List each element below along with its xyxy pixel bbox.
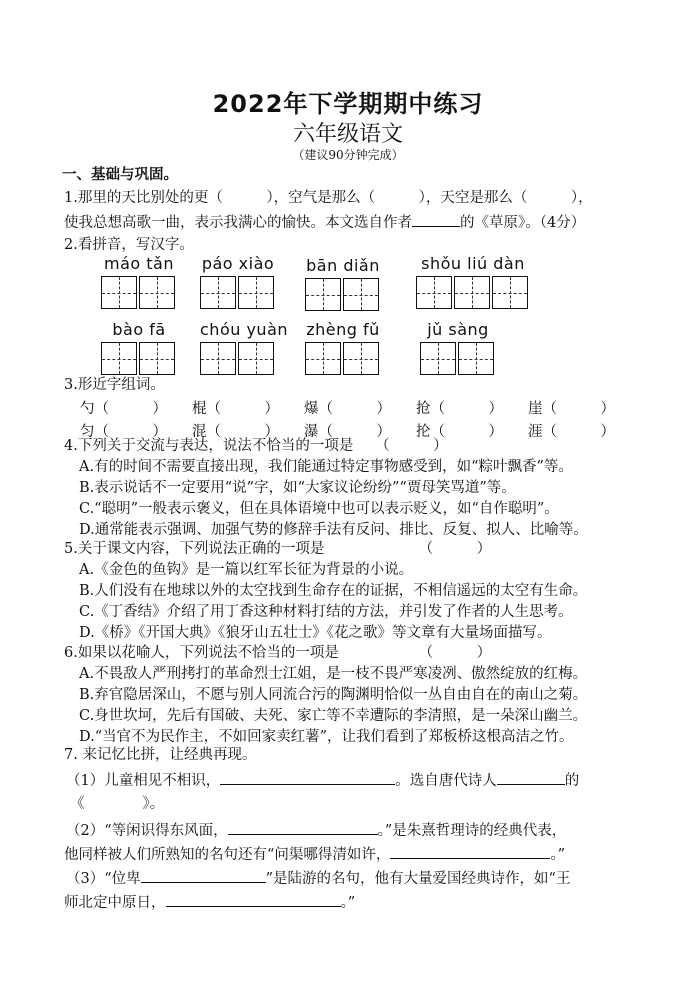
pinyin-item: [200, 320, 288, 375]
tianzige-box[interactable]: [416, 276, 452, 309]
tianzige-box[interactable]: [238, 342, 274, 375]
q4-option-b[interactable]: B.表示说话不一定要用“说”字，如“大家议论纷纷”“贾母笑骂道”等。: [79, 480, 516, 496]
q5-option-a[interactable]: A.《金色的鱼钩》是一篇以红军长征为背景的小说。: [79, 562, 414, 578]
q1-text-b: 的《草原》。（4分）: [460, 215, 586, 231]
q3-item[interactable]: 抢（ ）: [416, 401, 503, 417]
q7-part-2: [66, 820, 566, 841]
tianzige-box[interactable]: [139, 342, 175, 375]
q7-p3-blank[interactable]: [141, 868, 266, 883]
time-note: （建议90分钟完成）: [292, 148, 404, 162]
pinyin-item: [305, 256, 381, 311]
pinyin-item: [101, 320, 177, 375]
pinyin-text: shǒu liú dàn: [421, 254, 525, 273]
q6-option-b[interactable]: B.弃官隐居深山，不愿与别人同流合污的陶渊明恰似一丛自由自在的南山之菊。: [79, 687, 588, 703]
tianzige-box[interactable]: [200, 342, 236, 375]
tianzige-box[interactable]: [101, 342, 137, 375]
q7-part-3: [66, 868, 570, 889]
q3-item[interactable]: 崖（ ）: [528, 401, 615, 417]
q7-p3-blank-2[interactable]: [166, 892, 341, 907]
q6-option-c[interactable]: C.身世坎坷，先后有国破、夫死、家亡等不幸遭际的李清照，是一朵深山幽兰。: [79, 708, 588, 724]
q7-part-2b: [64, 844, 565, 865]
tianzige-box[interactable]: [101, 276, 137, 309]
q7-stem: 7. 来记忆比拼，让经典再现。: [64, 747, 257, 763]
q3-row-1: [80, 397, 640, 418]
q4-option-c[interactable]: C.“聪明”一般表示褒义，但在具体语境中也可以表示贬义，如“自作聪明”。: [79, 501, 559, 517]
q7-p2-text: 他同样被人们所熟知的名句还有“问渠哪得清如许，: [64, 847, 391, 863]
q7-p3-text: ”是陆游的名句，他有大量爱国经典诗作，如“王: [265, 871, 571, 887]
q5-option-d[interactable]: D.《桥》《开国大典》《狼牙山五壮士》《花之歌》等文章有大量场面描写。: [79, 625, 552, 641]
q5-option-b[interactable]: B.人们没有在地球以外的太空找到生命存在的证据，不相信遥远的太空有生命。: [79, 583, 588, 599]
q1-author-blank[interactable]: [412, 212, 460, 227]
q7-p1-text: 的: [564, 773, 580, 789]
tianzige-box[interactable]: [420, 342, 456, 375]
page-title: 2022年下学期期中练习: [212, 90, 484, 118]
q7-poet-blank[interactable]: [497, 770, 565, 785]
tianzige-box[interactable]: [454, 276, 490, 309]
q7-p2-text: （2）“等闲识得东风面，: [66, 823, 228, 839]
q7-p3-text: （3）“位卑: [66, 871, 141, 887]
q3-stem: 3.形近字组词。: [64, 377, 165, 393]
tianzige-box[interactable]: [492, 276, 528, 309]
pinyin-item: [305, 320, 381, 375]
q1-line-2: [64, 212, 585, 233]
q3-item[interactable]: 抡（ ）: [416, 424, 503, 440]
q6-option-d[interactable]: D.“当官不为民作主，不如回家卖红薯”，让我们看到了郑板桥这根高洁之竹。: [79, 729, 574, 745]
page-subtitle: 六年级语文: [292, 122, 403, 147]
tianzige-box[interactable]: [200, 276, 236, 309]
q1-text-a: 使我总想高歌一曲，表示我满心的愉快。本文选自作者: [64, 215, 412, 231]
q7-p3-text: 。”: [340, 895, 356, 911]
q5-stem: 5.关于课文内容，下列说法正确的一项是 （ ）: [64, 541, 492, 557]
q6-stem: 6.如果以花喻人，下列说法不恰当的一项是 （ ）: [64, 645, 492, 661]
q7-poem-title[interactable]: 《 》。: [70, 796, 165, 812]
pinyin-text: páo xiào: [201, 254, 275, 273]
pinyin-text: zhèng fǔ: [306, 320, 380, 339]
q4-stem: 4.下列关于交流与表达，说法不恰当的一项是 （ ）: [64, 438, 448, 454]
q2-stem: 2.看拼音，写汉字。: [64, 237, 194, 253]
tianzige-box[interactable]: [343, 278, 379, 311]
pinyin-item: [101, 254, 177, 309]
pinyin-item: [416, 254, 530, 309]
q7-p2-blank[interactable]: [228, 820, 378, 835]
q3-item[interactable]: 棍（ ）: [192, 401, 279, 417]
q7-p1-text: 。选自唐代诗人: [395, 773, 497, 789]
pinyin-text: chóu yuàn: [200, 320, 289, 339]
section-heading: 一、基础与巩固。: [62, 167, 178, 183]
q7-p1-blank[interactable]: [220, 770, 395, 785]
q7-p2-blank-2[interactable]: [390, 844, 550, 859]
q3-item[interactable]: 混（ ）: [192, 424, 279, 440]
q3-item[interactable]: 勺（ ）: [80, 401, 167, 417]
tianzige-box[interactable]: [305, 342, 341, 375]
q3-item[interactable]: 涯（ ）: [528, 424, 615, 440]
pinyin-item: [200, 254, 276, 309]
q7-part-3b: [64, 892, 355, 913]
tianzige-box[interactable]: [305, 278, 341, 311]
pinyin-text: máo tǎn: [104, 254, 174, 273]
q7-p3-text: 师北定中原日，: [64, 895, 166, 911]
q7-p2-text: 。”是朱熹哲理诗的经典代表，: [377, 823, 567, 839]
q3-item[interactable]: 爆（ ）: [304, 401, 391, 417]
q4-option-a[interactable]: A.有的时间不需要直接出现，我们能通过特定事物感受到，如“粽叶飘香”等。: [79, 459, 573, 475]
pinyin-text: bào fā: [112, 320, 166, 339]
q5-option-c[interactable]: C.《丁香结》介绍了用丁香这种材料打结的方法，并引发了作者的人生思考。: [79, 604, 573, 620]
tianzige-box[interactable]: [139, 276, 175, 309]
pinyin-text: bān diǎn: [306, 256, 380, 275]
q7-part-1: [66, 770, 579, 791]
pinyin-text: jǔ sàng: [427, 320, 489, 339]
q3-item[interactable]: 瀑（ ）: [304, 424, 391, 440]
tianzige-box[interactable]: [343, 342, 379, 375]
q4-option-d[interactable]: D.通常能表示强调、加强气势的修辞手法有反问、排比、反复、拟人、比喻等。: [79, 522, 588, 538]
q7-p1-text: （1）儿童相见不相识，: [66, 773, 221, 789]
pinyin-item: [420, 320, 496, 375]
tianzige-box[interactable]: [458, 342, 494, 375]
q3-item[interactable]: 匀（ ）: [80, 424, 167, 440]
q6-option-a[interactable]: A.不畏敌人严刑拷打的革命烈士江姐，是一枝不畏严寒凌冽、傲然绽放的红梅。: [79, 666, 588, 682]
q7-p2-text: 。”: [550, 847, 566, 863]
q1-line-1: 1.那里的天比别处的更（ ），空气是那么（ ），天空是那么（ ），: [64, 190, 593, 206]
tianzige-box[interactable]: [238, 276, 274, 309]
